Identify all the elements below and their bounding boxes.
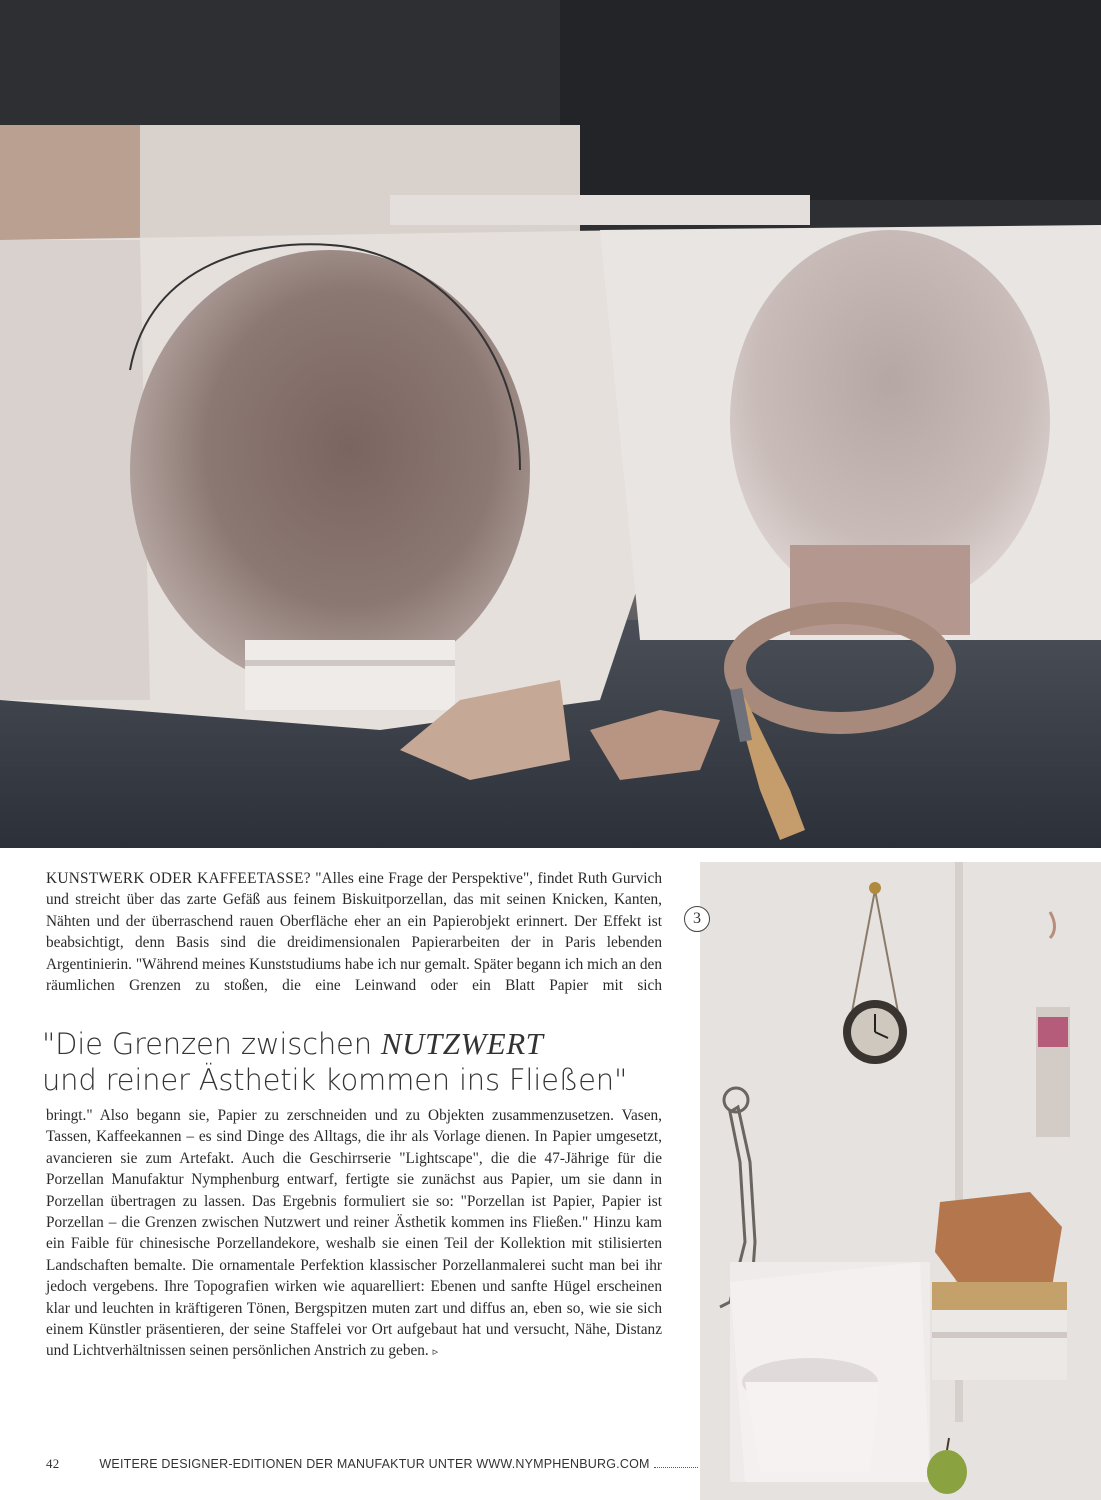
article-paragraph-2-text — [46, 1105, 662, 1363]
pull-quote-line-1-start: "Die Grenzen zwischen — [42, 1027, 381, 1061]
pull-quote-line-1 — [42, 1026, 682, 1062]
article-paragraph-2-body: bringt." Also begann sie, Papier zu zerschneiden und zu Objekten zusammenzusetzen. Vasen, Tassen, Kaffeekannen – es sind Dinge des Alltags, die ihr als Vorlage dienen. In Papier umgesetzt, avancieren sie zum Artefakt. Auch die Geschirrserie "Lightscape", die die 47-Jährige für die Porzellan Manufaktur Nymphenburg entwarf, fertigte sie zunächst aus Papier, um sie dann in Porzellan übertragen zu lassen. Das Ergebnis formuliert sie so: "Porzellan ist Papier, Papier ist Porzellan – die Grenzen zwischen Nutzwert und reiner Ästhetik kommen ins Fließen." Hinzu kam ein Faible für chinesische Porzellandekore, weshalb sie einen Teil der Kollektion mit stilisierten Landschaften bemalte. Die ornamentale Perfektion klassischer Porzellanmalerei sucht man bei ihr jedoch vergebens. Ihre Topografien wirken wie aquarelliert: Ebenen und sanfte Hügel erscheinen klar und leuchten in kräftigeren Tönen, Bergspitzen muten zart und diffus an, eben so, wie sie sich einem Künstler präsentieren, der seine Staffelei vor Ort aufgebaut hat und versucht, Nähe, Distanz und Lichtverhältnissen seinen persönlichen Anstrich zu geben. — [46, 1107, 662, 1360]
page-footer — [46, 1456, 698, 1472]
pull-quote-emphasis: NUTZWERT — [380, 1026, 544, 1061]
footer-dotted-line — [654, 1457, 698, 1468]
pull-quote — [42, 1026, 682, 1098]
studio-photo-illustration — [700, 862, 1101, 1500]
article-paragraph-1-text: KUNSTWERK ODER KAFFEETASSE? "Alles eine Frage der Perspektive", findet Ruth Gurvich und streicht über das zarte Gefäß aus feinem Biskuitporzellan, das mit seinen Knicken, Kanten, Nähten und der überraschend rauen Oberfläche eher an ein Papierobjekt erinnert. Der Effekt ist beabsichtigt, denn Basis sind die dreidimensionalen Papierarbeiten der in Paris lebenden Argentinierin. "Während meines Kunststudiums habe ich nur gemalt. Später begann ich mich an den räumlichen Grenzen zu stoßen, die eine Leinwand oder ein Blatt Papier mit sich — [46, 870, 662, 995]
article-paragraph-1 — [46, 868, 662, 996]
article-lead-in: KUNSTWERK ODER KAFFEETASSE? — [46, 870, 311, 887]
article-paragraph-2 — [46, 1105, 662, 1363]
page-number: 42 — [46, 1456, 60, 1471]
figure-number-badge: 3 — [684, 906, 710, 932]
studio-photo — [700, 862, 1101, 1500]
pull-quote-line-2: und reiner Ästhetik kommen ins Fließen" — [42, 1063, 628, 1097]
continue-arrow-icon: ▹ — [432, 1345, 439, 1359]
footer-text: WEITERE DESIGNER-EDITIONEN DER MANUFAKTUR UNTER WWW.NYMPHENBURG.COM — [99, 1457, 650, 1471]
